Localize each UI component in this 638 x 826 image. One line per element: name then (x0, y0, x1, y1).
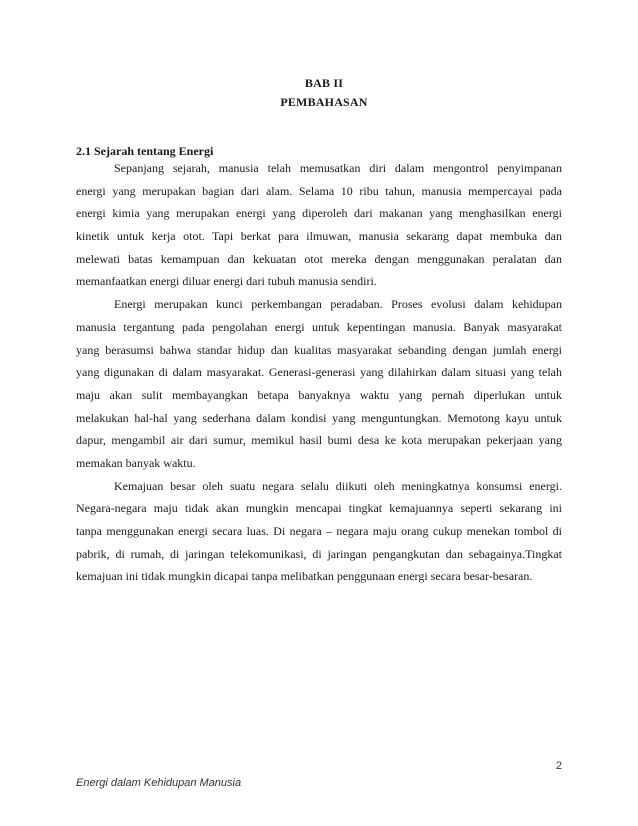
body-text (76, 157, 562, 588)
paragraph-3 (76, 475, 562, 588)
paragraph-line: yang digunakan di dalam masyarakat. Generasi-generasi yang dilahirkan dalam situasi yang telah (76, 365, 562, 380)
paragraph-line: Negara-negara maju tidak akan mungkin mencapai tingkat kemajuannya seperti sekarang ini (76, 501, 562, 516)
paragraph-line: melakukan hal-hal yang sederhana dalam kondisi yang menguntungkan. Memotong kayu untuk (76, 410, 562, 425)
paragraph-line: maju akan sulit membayangkan betapa banyaknya waktu yang pernah diperlukan untuk (76, 387, 562, 402)
paragraph-line: pabrik, di rumah, di jaringan telekomunikasi, di jaringan pengangkutan dan sebagainya.Tingkat (76, 546, 562, 561)
paragraph-line: tanpa menggunakan energi secara luas. Di negara – negara maju orang cukup menekan tombol di (76, 524, 562, 538)
paragraph-2 (76, 293, 562, 475)
paragraph-line: melewati batas kemampuan dan kekuatan otot mereka dengan menggunakan peralatan dan (76, 251, 562, 266)
paragraph-line: dapur, mengambil air dari sumur, memikul hasil bumi desa ke kota merupakan pekerjaan yang (76, 433, 562, 448)
paragraph-line: kinetik untuk kerja otot. Tapi berkat para ilmuwan, manusia sekarang dapat membuka dan (76, 229, 562, 244)
paragraph-line: yang berasumsi bahwa standar hidup dan kualitas masyarakat sebanding dengan jumlah energi (76, 342, 562, 357)
section-heading: 2.1 Sejarah tentang Energi (76, 144, 214, 158)
running-footer: Energi dalam Kehidupan Manusia (76, 777, 242, 789)
chapter-title: PEMBAHASAN (280, 95, 368, 109)
paragraph-line: energi kimia yang merupakan energi yang diperoleh dari makanan yang menghasilkan energi (76, 206, 562, 221)
paragraph-line: kemajuan ini tidak mungkin dicapai tanpa melibatkan penggunaan energi secara besar-besaran. (76, 569, 533, 584)
paragraph-line: Kemajuan besar oleh suatu negara selalu diikuti oleh meningkatnya konsumsi energi. (114, 478, 562, 493)
paragraph-line: Sepanjang sejarah, manusia telah memusatkan diri dalam mengontrol penyimpanan (114, 161, 562, 175)
page-number: 2 (555, 760, 562, 772)
paragraph-line: energi yang merupakan bagian dari alam. Selama 10 ribu tahun, manusia mempercayai pada (76, 183, 562, 198)
chapter-label: BAB II (304, 76, 344, 90)
paragraph-line: manusia tergantung pada pengolahan energi untuk kepentingan manusia. Banyak masyarakat (76, 319, 562, 334)
paragraph-line: memakan banyak waktu. (76, 455, 196, 470)
paragraph-line: Energi merupakan kunci perkembangan peradaban. Proses evolusi dalam kehidupan (114, 297, 562, 312)
paragraph-line: memanfaatkan energi diluar energi dari tubuh manusia sendiri. (76, 274, 377, 289)
paragraph-1 (76, 157, 562, 293)
